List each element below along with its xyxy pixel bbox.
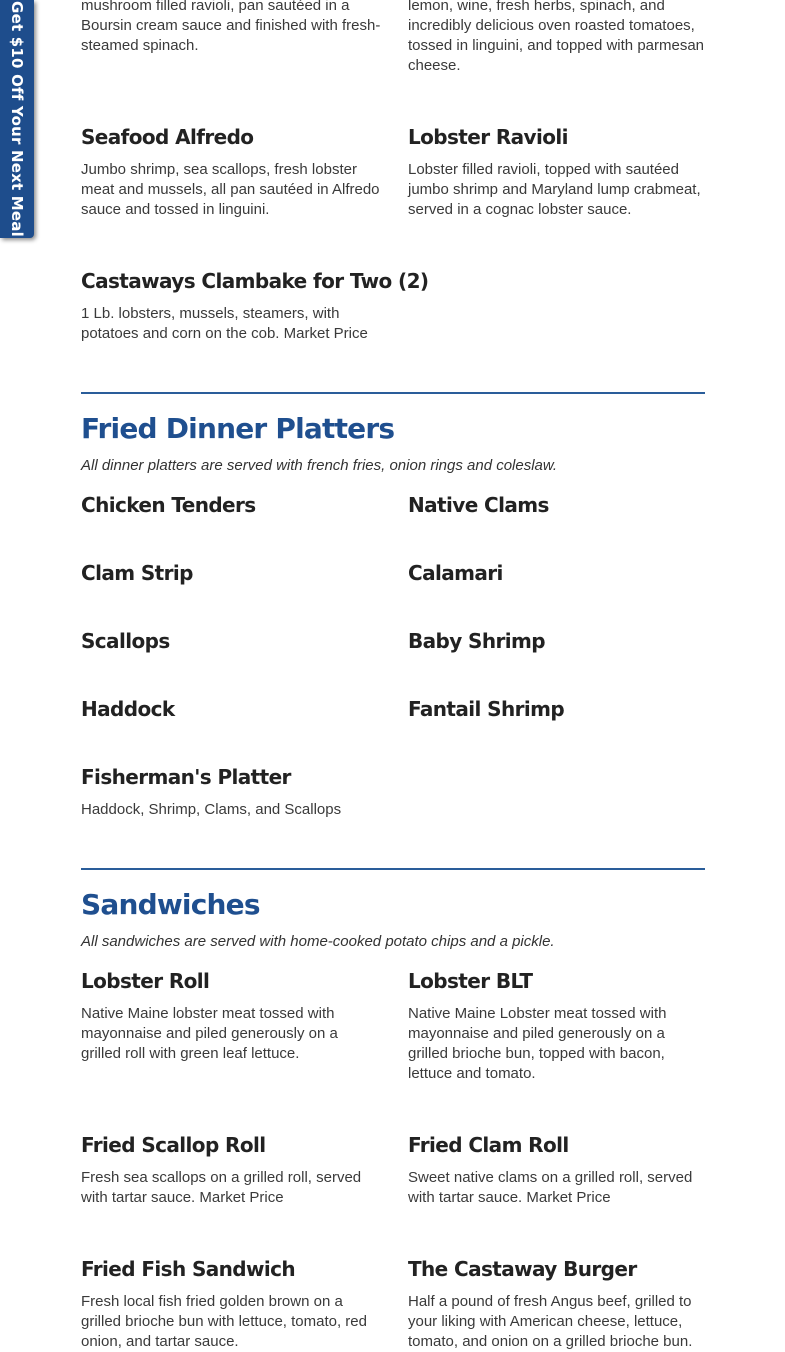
continued-item-desc-right: lemon, wine, fresh herbs, spinach, and incredibly delicious oven roasted tomatoes, tossed in linguini, and topped with parmesan cheese. [408, 0, 705, 74]
menu-item-desc: Fresh local fish fried golden brown on a grilled brioche bun with lettuce, tomato, red onion, and tartar sauce. [81, 1293, 367, 1350]
menu-item-desc: Lobster filled ravioli, topped with sautéed jumbo shrimp and Maryland lump crabmeat, served in a cognac lobster sauce. [408, 161, 701, 218]
menu-item-title: Fried Scallop Roll [81, 1133, 266, 1157]
menu-item-title: Castaways Clambake for Two (2) [81, 269, 429, 293]
menu-item-title: Fried Fish Sandwich [81, 1257, 296, 1281]
menu-item-title: Clam Strip [81, 561, 193, 585]
section-title-fried-dinner-platters: Fried Dinner Platters [81, 412, 395, 445]
menu-item-title: The Castaway Burger [408, 1257, 637, 1281]
menu-item-title: Chicken Tenders [81, 493, 256, 517]
promo-tab-label: Get $10 Off Your Next Meal [8, 1, 27, 237]
continued-item-desc-left: mushroom filled ravioli, pan sautéed in a Boursin cream sauce and finished with fresh-steamed spinach. [81, 0, 381, 54]
menu-item-desc: Haddock, Shrimp, Clams, and Scallops [81, 801, 342, 818]
menu-item-title: Lobster Ravioli [408, 125, 568, 149]
menu-item-desc: Half a pound of fresh Angus beef, grilled to your liking with American cheese, lettuce, tomato, and onion on a grilled brioche bun. [408, 1293, 693, 1350]
menu-item-title: Lobster BLT [408, 969, 533, 993]
menu-item-desc: Native Maine lobster meat tossed with mayonnaise and piled generously on a grilled roll with green leaf lettuce. [81, 1005, 338, 1062]
menu-item-desc: Sweet native clams on a grilled roll, served with tartar sauce. Market Price [408, 1169, 693, 1206]
section-title-sandwiches: Sandwiches [81, 888, 260, 921]
menu-item-desc: Fresh sea scallops on a grilled roll, served with tartar sauce. Market Price [81, 1169, 362, 1206]
section-note: All sandwiches are served with home-cooked potato chips and a pickle. [81, 933, 555, 950]
menu-item-title: Haddock [81, 697, 175, 721]
menu-item-title: Baby Shrimp [408, 629, 545, 653]
promo-side-tab[interactable] [0, 0, 34, 238]
menu-item-desc: Native Maine Lobster meat tossed with mayonnaise and piled generously on a grilled brioche bun, topped with bacon, lettuce and tomato. [408, 1005, 667, 1082]
menu-item-title: Scallops [81, 629, 170, 653]
section-note: All dinner platters are served with french fries, onion rings and coleslaw. [81, 457, 558, 474]
menu-item-title: Fried Clam Roll [408, 1133, 569, 1157]
menu-item-desc: 1 Lb. lobsters, mussels, steamers, with potatoes and corn on the cob. Market Price [81, 305, 368, 342]
menu-item-title: Seafood Alfredo [81, 125, 254, 149]
menu-item-title: Fantail Shrimp [408, 697, 565, 721]
menu-item-title: Native Clams [408, 493, 549, 517]
menu-item-title: Calamari [408, 561, 503, 585]
menu-item-desc: Jumbo shrimp, sea scallops, fresh lobster meat and mussels, all pan sautéed in Alfredo sauce and tossed in linguini. [81, 161, 380, 218]
section-divider [81, 392, 705, 394]
menu-item-title: Lobster Roll [81, 969, 210, 993]
menu-item-title: Fisherman's Platter [81, 765, 291, 789]
section-divider [81, 868, 705, 870]
